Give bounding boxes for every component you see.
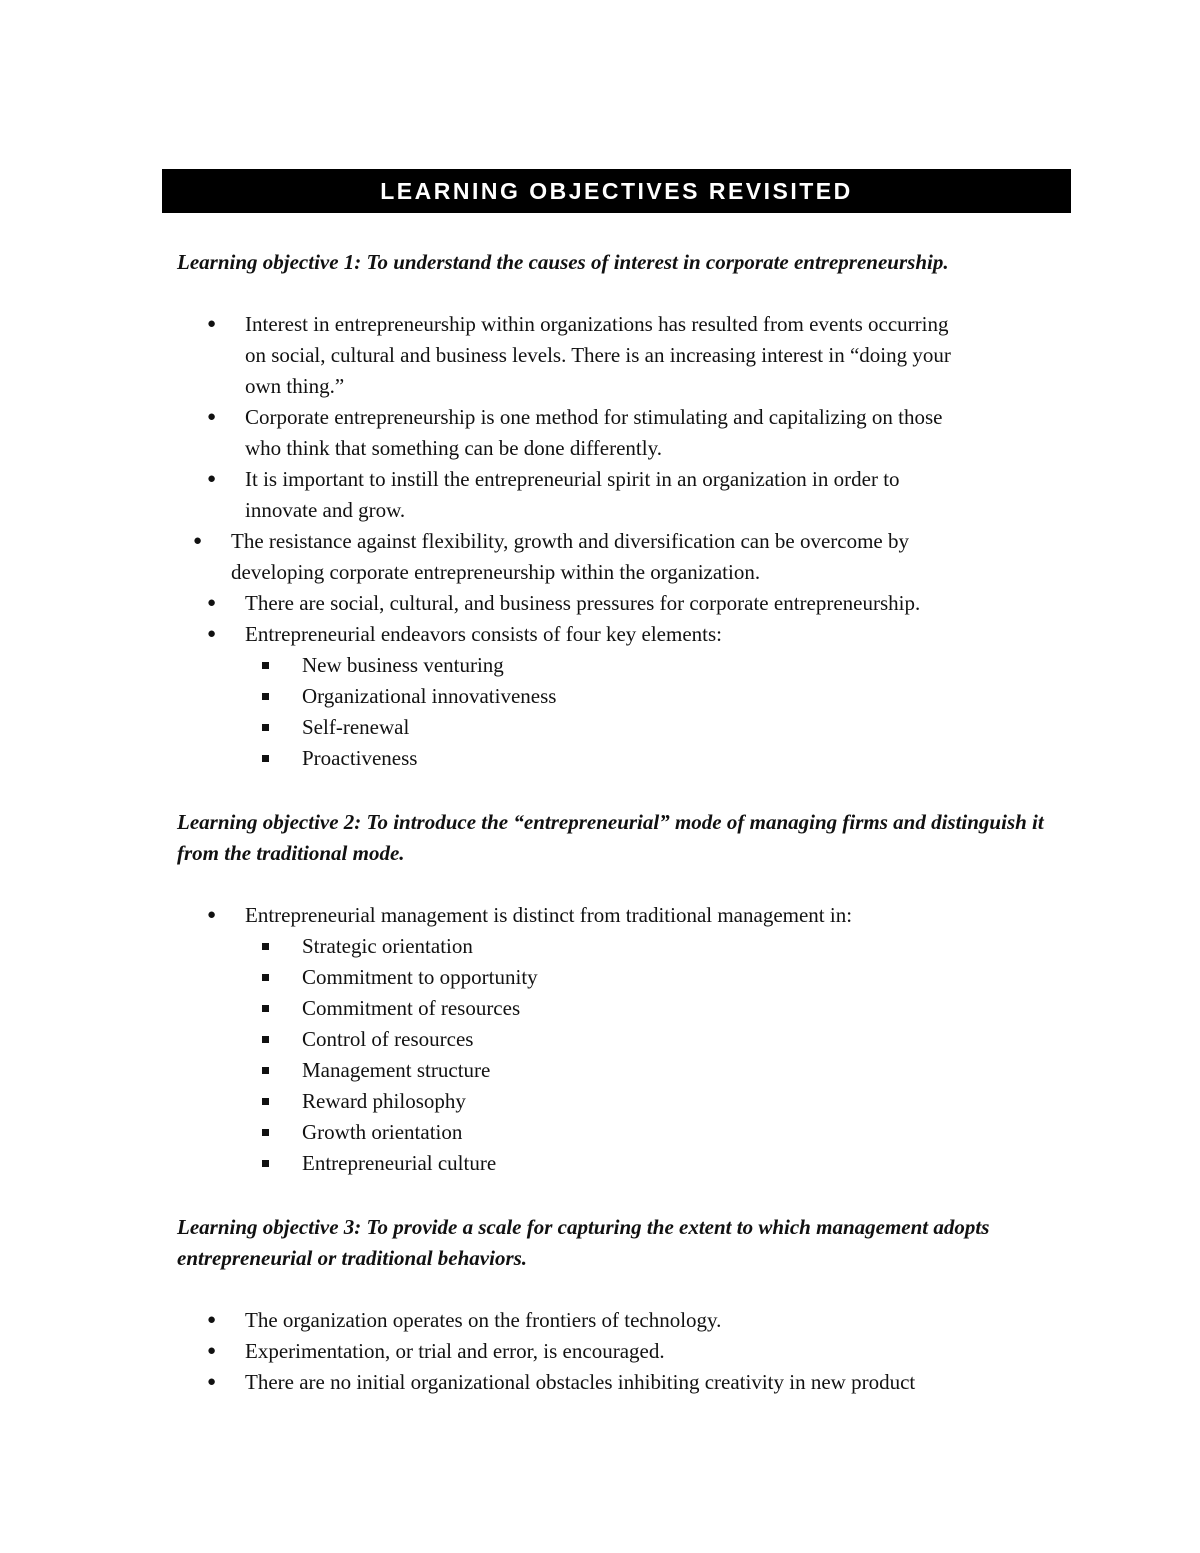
obj1-bullet-6: Entrepreneurial endeavors consists of four key elements: [245,622,723,646]
obj3-bullet-1: The organization operates on the frontiers of technology. [245,1308,722,1332]
obj1-bullet-3-line-2: innovate and grow. [245,498,406,522]
obj1-sub-item: Organizational innovativeness [302,684,557,708]
obj1-bullet-3-line-1: It is important to instill the entrepreneurial spirit in an organization in order to [245,467,900,491]
obj3-bullet-2: Experimentation, or trial and error, is encouraged. [245,1339,665,1363]
obj1-bullet-2-line-1: Corporate entrepreneurship is one method for stimulating and capitalizing on those [245,405,943,429]
bullet-icon: ● [207,1343,217,1359]
obj1-sub-item: New business venturing [302,653,504,677]
objective-2-heading: Learning objective 2: To introduce the “entrepreneurial” mode of managing firms and distinguish it from the traditional mode. [177,810,1044,865]
bullet-icon: ● [207,316,217,332]
obj1-bullet-1-line-1: Interest in entrepreneurship within organizations has resulted from events occurring [245,312,949,336]
section-banner [162,169,1071,213]
obj1-bullet-1-line-3: own thing.” [245,374,345,398]
obj1-bullet-4-line-1: The resistance against flexibility, growth and diversification can be overcome by [231,529,909,553]
bullet-icon: ● [193,533,203,549]
square-bullet-icon [262,1067,269,1074]
square-bullet-icon [262,693,269,700]
obj1-sub-item: Self-renewal [302,715,410,739]
bullet-icon: ● [207,1312,217,1328]
square-bullet-icon [262,1098,269,1105]
square-bullet-icon [262,662,269,669]
square-bullet-icon [262,1129,269,1136]
obj1-sub-item: Proactiveness [302,746,418,770]
square-bullet-icon [262,1005,269,1012]
objective-3-heading: Learning objective 3: To provide a scale for capturing the extent to which management adopts entrepreneurial or traditional behaviors. [177,1215,990,1270]
obj2-sub-item: Entrepreneurial culture [302,1151,497,1175]
square-bullet-icon [262,755,269,762]
banner-title: LEARNING OBJECTIVES REVISITED [380,177,853,204]
bullet-icon: ● [207,471,217,487]
bullet-icon: ● [207,907,217,923]
bullet-icon: ● [207,409,217,425]
obj2-sub-item: Commitment of resources [302,996,521,1020]
obj3-bullet-3: There are no initial organizational obstacles inhibiting creativity in new product [245,1370,916,1394]
obj2-bullet-1: Entrepreneurial management is distinct from traditional management in: [245,903,853,927]
square-bullet-icon [262,724,269,731]
obj2-sub-item: Commitment to opportunity [302,965,538,989]
square-bullet-icon [262,1160,269,1167]
square-bullet-icon [262,943,269,950]
bullet-icon: ● [207,1374,217,1390]
obj1-bullet-4-line-2: developing corporate entrepreneurship within the organization. [231,560,761,584]
square-bullet-icon [262,1036,269,1043]
obj1-bullet-2-line-2: who think that something can be done differently. [245,436,662,460]
square-bullet-icon [262,974,269,981]
obj1-bullet-5: There are social, cultural, and business pressures for corporate entrepreneurship. [245,591,921,615]
obj2-sub-item: Growth orientation [302,1120,463,1144]
bullet-icon: ● [207,595,217,611]
obj2-sub-item: Strategic orientation [302,934,473,958]
obj1-bullet-1-line-2: on social, cultural and business levels. There is an increasing interest in “doing your [245,343,951,367]
bullet-icon: ● [207,626,217,642]
obj2-sub-item: Reward philosophy [302,1089,466,1113]
obj2-sub-item: Management structure [302,1058,491,1082]
objective-1-heading: Learning objective 1: To understand the causes of interest in corporate entrepreneurship. [177,250,949,274]
obj2-sub-item: Control of resources [302,1027,474,1051]
